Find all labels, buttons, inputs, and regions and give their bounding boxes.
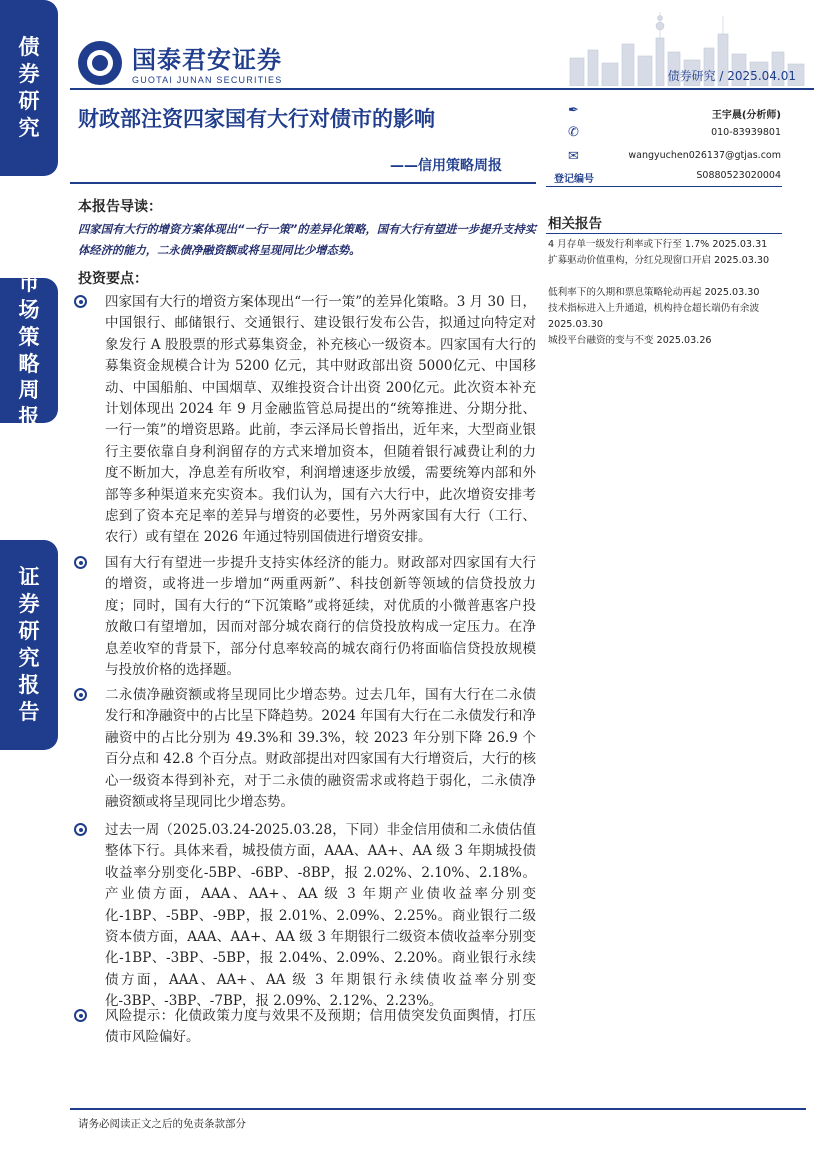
header-meta — [668, 67, 796, 84]
related-reports-heading: 相关报告 — [548, 216, 602, 232]
registration-label: 登记编号 — [554, 174, 594, 185]
related-report-item[interactable] — [548, 285, 784, 301]
related-divider — [546, 233, 782, 234]
bullet-circle-icon — [74, 556, 87, 569]
analyst-email[interactable]: wangyuchen026137@gtjas.com — [628, 150, 781, 161]
meta-separator: / — [719, 69, 728, 83]
side-tab-char: 报 — [18, 405, 40, 430]
side-tab-bond-research — [0, 0, 58, 176]
related-report-title[interactable]: 扩募驱动价值重构，分红兑现窗口开启 — [548, 255, 712, 266]
investment-point — [74, 1006, 536, 1049]
bullet-circle-icon — [74, 295, 87, 308]
logo-name-en: GUOTAI JUNAN SECURITIES — [132, 75, 283, 85]
contact-divider — [546, 186, 782, 187]
side-tab-char: 略 — [18, 351, 40, 376]
company-logo — [78, 40, 282, 85]
report-category: 债券研究 — [667, 69, 716, 83]
analyst-name: 王宇晨(分析师) — [711, 110, 781, 121]
investment-point — [74, 820, 536, 1013]
related-report-date: 2025.03.26 — [656, 335, 712, 346]
related-report-title[interactable]: 技术指标进入上升通道，机构持仓超长端仍有余波 — [548, 303, 760, 314]
investment-point — [74, 685, 536, 813]
bullet-circle-icon — [74, 688, 87, 701]
page-title: 财政部注资四家国有大行对债市的影响 — [78, 107, 435, 131]
related-report-date: 2025.03.30 — [548, 319, 603, 330]
related-report-item[interactable] — [548, 237, 784, 253]
title-divider — [70, 182, 536, 184]
related-report-date: 2025.03.30 — [714, 255, 770, 266]
footer-disclaimer: 请务必阅读正文之后的免责条款部分 — [78, 1118, 246, 1130]
phone-icon: ✆ — [568, 125, 579, 140]
side-tab-char: 策 — [18, 324, 40, 349]
investment-point-text: 风险提示：化债政策力度与效果不及预期；信用债突发负面舆情，打压债市风险偏好。 — [105, 1008, 536, 1046]
investment-point — [74, 292, 536, 549]
guide-heading: 本报告导读： — [78, 199, 162, 215]
side-tab-char: 券 — [18, 592, 40, 617]
investment-point-text: 四家国有大行的增资方案体现出“一行一策”的差异化策略。3 月 30 日，中国银行、邮储银行、交通银行、建设银行发布公告，拟通过向特定对象发行 A 股股票的形式募集资金，补充核心一级资本。四家国有大行的募集资金规模合计为 5200 亿元，其中财政部出资 5000亿元、中国移动、中国船舶、中国烟草、双维投资合计出资 200亿元。此次资本补充计划体现出 2024 年 9 月金融监管总局提出的“统筹推进、分期分批、一行一策”的增资思路。此前，李云泽局长曾指出，近年来，大型商业银行主要依靠自身利润留存的方式来增加资本，但随着银行减费让利的力度不断加大，净息差有所收窄，利润增速逐步放缓，需要统筹内部和外部等多种渠道来充实资本。我们认为，国有六大行中，此次增资安排考虑到了资本充足率的差异与增资的必要性，另外两家国有大行（工行、农行）或有望在 2026 年通过特别国债进行增资安排。 — [105, 294, 536, 546]
report-date: 2025.04.01 — [727, 69, 796, 83]
side-tab-char: 券 — [18, 62, 40, 87]
related-report-date: 2025.03.30 — [704, 287, 760, 298]
header-divider — [70, 88, 814, 90]
side-tab-char: 证 — [18, 565, 40, 590]
side-tab-char: 场 — [18, 297, 40, 322]
side-tab-char: 研 — [18, 89, 40, 113]
side-tab-char: 研 — [18, 619, 40, 644]
side-tab-char: 究 — [18, 646, 40, 670]
page-subtitle: ——信用策略周报 — [390, 158, 502, 174]
side-tab-char: 报 — [18, 672, 40, 697]
side-tab-char: 市 — [18, 270, 40, 295]
investment-point-text: 过去一周（2025.03.24-2025.03.28，下同）非金信用债和二永债估值整体下行。具体来看，城投债方面，AAA、AA+、AA 级 3 年期城投债收益率分别变化-5BP、-6BP、-8BP，报 2.02%、2.10%、2.18%。产业债方面，AAA、AA+、AA 级 3 年期产业债收益率分别变化-1BP、-5BP、-9BP，报 2.01%、2.09%、2.25%。商业银行二级资本债方面，AAA、AA+、AA 级 3 年期银行二级资本债收益率分别变化-1BP、-3BP、-5BP，报 2.04%、2.09%、2.20%。商业银行永续债方面，AAA、AA+、AA 级 3 年期银行永续债收益率分别变化-3BP、-3BP、-7BP，报 2.09%、2.12%、2.23%。 — [105, 822, 536, 1010]
registration-number: S0880523020004 — [696, 170, 781, 181]
quill-pen-icon: ✒ — [568, 103, 579, 118]
mail-icon: ✉ — [568, 149, 579, 164]
bullet-circle-icon — [74, 1009, 87, 1022]
related-report-item[interactable] — [548, 333, 784, 349]
related-report-title[interactable]: 城投平台融资的变与不变 — [548, 335, 654, 346]
side-tab-market-weekly — [0, 270, 58, 430]
logo-name-cn: 国泰君安证券 — [132, 46, 282, 74]
side-tab-char: 债 — [18, 35, 40, 60]
related-report-item[interactable] — [548, 253, 784, 269]
footer-divider — [70, 1108, 806, 1110]
investment-heading: 投资要点： — [78, 271, 148, 287]
investment-point — [74, 553, 536, 681]
investment-point-text: 二永债净融资额或将呈现同比少增态势。过去几年，国有大行在二永债发行和净融资中的占比呈下降趋势。2024 年国有大行在二永债发行和净融资中的占比分别为 49.3%和 39.3%，较 2023 年分别下降 26.9 个百分点和 42.8 个百分点。财政部提出对四家国有大行增资后，大行的核心一级资本得到补充，对于二永债的融资需求或将趋于弱化，二永债净融资额或将呈现同比少增态势。 — [105, 687, 536, 811]
related-report-date: 2025.03.31 — [712, 239, 768, 250]
related-report-item[interactable] — [548, 301, 784, 333]
bullet-circle-icon — [74, 823, 87, 836]
related-report-title[interactable]: 4 月存单一级发行利率或下行至 1.7% — [548, 239, 710, 250]
side-tab-securities-report — [0, 540, 58, 750]
side-tab-char: 告 — [18, 699, 40, 724]
analyst-phone: 010-83939801 — [711, 127, 781, 138]
investment-point-text: 国有大行有望进一步提升支持实体经济的能力。财政部对四家国有大行的增资，或将进一步增加“两重两新”、科技创新等领域的信贷投放力度；同时，国有大行的“下沉策略”或将延续，对优质的小微普惠客户投放敞口有望增加，因而对部分城农商行的信贷投放构成一定压力。在净息差收窄的背景下，部分付息率较高的城农商行仍将面临信贷投放规模与投放价格的选择题。 — [105, 555, 536, 679]
related-report-title[interactable]: 低利率下的久期和票息策略轮动再起 — [548, 287, 702, 298]
side-tab-char: 周 — [18, 378, 40, 403]
logo-mark-icon — [78, 41, 122, 85]
guide-text: 四家国有大行的增资方案体现出“一行一策”的差异化策略，国有大行有望进一步提升支持实体经济的能力，二永债净融资额或将呈现同比少增态势。 — [78, 223, 536, 257]
side-tab-char: 究 — [18, 115, 40, 140]
